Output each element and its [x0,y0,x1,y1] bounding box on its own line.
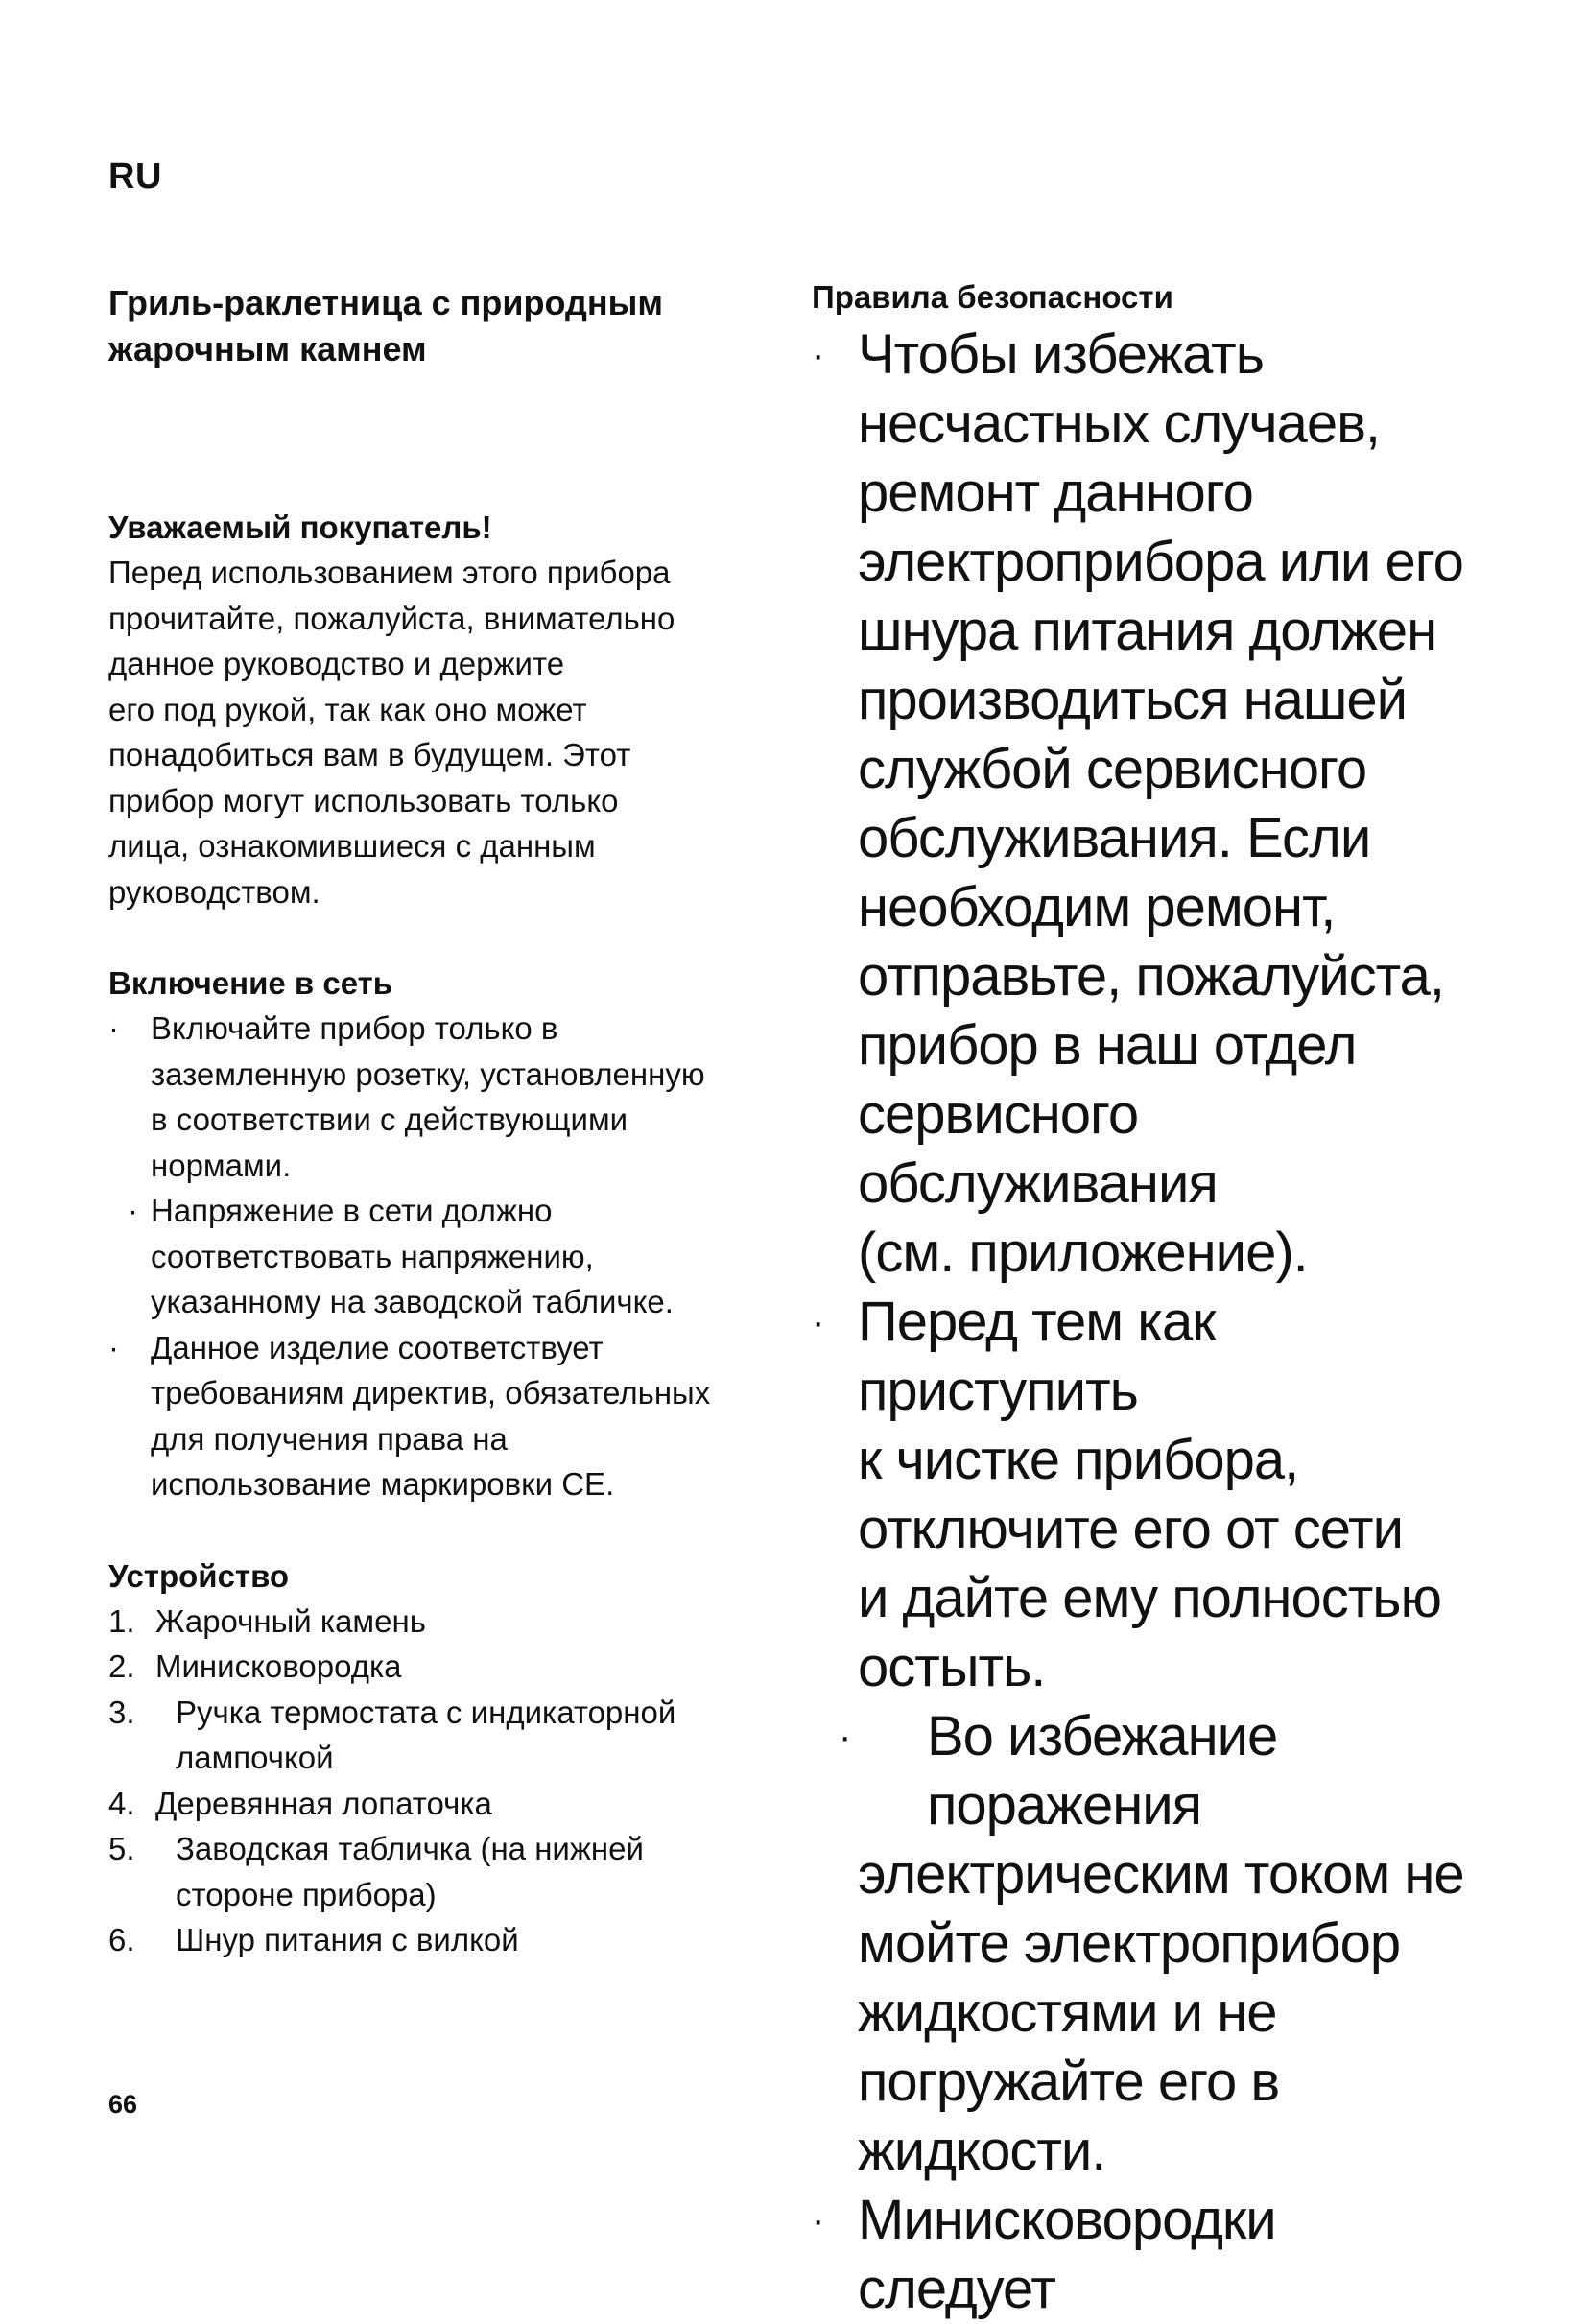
left-column [108,280,770,1963]
greeting-line: прибор могут использовать только [108,782,619,818]
item-line: соответствовать напряжению, [151,1238,594,1274]
list-item [812,1288,1483,1702]
item-line: Во избежание поражения [927,1705,1278,1837]
item-number: 4. [108,1785,135,1821]
list-item [812,1702,1483,2186]
title-line: жарочным камнем [108,329,427,368]
item-line: отключите его от сети [858,1498,1404,1560]
greeting-line: лица, ознакомившиеся с данным [108,828,596,864]
item-line: в соответствии с действующими [151,1102,628,1137]
language-code: RU [108,156,162,197]
item-line: погружайте его в [858,2051,1280,2113]
item-line: несчастных случаев, [858,392,1381,455]
item-line: стороне прибора) [176,1876,437,1912]
item-number: 5. [108,1831,135,1866]
document-title [108,280,770,372]
item-number: 3. [108,1694,135,1730]
item-line: Заводская табличка (на нижней [176,1831,644,1866]
item-line: жидкостями и не [858,1981,1277,2044]
bullet-icon: · [128,1193,138,1228]
item-line: Напряжение в сети должно [151,1193,553,1228]
item-line: электроприбора или его [858,531,1463,593]
greeting-line: прочитайте, пожалуйста, внимательно [108,600,675,636]
bullet-icon: · [839,1716,851,1758]
item-line: прибор в наш отдел [858,1014,1357,1077]
right-column [812,278,1483,2324]
item-line: службой сервисного [858,738,1367,800]
item-line: обслуживания. Если [858,807,1371,869]
item-line: шнура питания должен [858,600,1437,662]
power-section [108,960,770,1507]
device-list [108,1599,770,1963]
item-line: сервисного обслуживания [858,1083,1218,1215]
list-item [812,320,1483,1288]
list-item [108,1644,770,1690]
item-line: Деревянная лопаточка [155,1785,492,1821]
device-section [108,1553,770,1963]
bullet-icon: · [812,1301,824,1343]
list-item [108,1188,770,1325]
power-list [108,1006,770,1507]
item-line: Перед тем как приступить [858,1291,1216,1422]
list-item [812,2186,1483,2324]
greeting-line: Перед использованием этого прибора [108,555,671,590]
safety-list [812,320,1483,2324]
item-number: 1. [108,1602,135,1639]
title-line: Гриль-раклетница с природным [108,283,664,322]
list-item [108,1917,770,1963]
greeting-line: понадобиться вам в будущем. Этот [108,737,631,772]
list-item [108,1006,770,1188]
item-line: и дайте ему полностью [858,1567,1441,1629]
item-line: ремонт данного [858,462,1253,524]
item-line: остыть. [858,1636,1046,1698]
item-line: необходим ремонт, [858,876,1336,938]
item-line: лампочкой [176,1740,334,1775]
item-line: к чистке прибора, [858,1429,1299,1491]
bullet-icon: · [812,2199,824,2241]
item-line: Шнур питания с вилкой [176,1922,519,1957]
item-line: указанному на заводской табличке. [151,1284,674,1319]
list-item [108,1599,770,1645]
greeting-heading: Уважаемый покупатель! [108,510,492,545]
list-item [108,1690,770,1781]
item-line: заземленную розетку, установленную [151,1055,705,1092]
power-heading: Включение в сеть [108,965,393,1001]
item-line: нормами. [151,1147,292,1183]
item-line: электрическим током не [858,1843,1464,1906]
item-line: отправьте, пожалуйста, [858,945,1444,1008]
bullet-icon: · [812,334,824,376]
item-line: Данное изделие соответствует [151,1329,604,1365]
item-line: для получения права на [151,1420,508,1457]
item-number: 2. [108,1648,135,1684]
greeting-line: его под рукой, так как оно может [108,691,587,727]
list-item [108,1781,770,1827]
greeting-line: руководством. [108,873,320,910]
item-line: Жарочный камень [155,1602,426,1639]
greeting-section [108,505,770,914]
item-number: 6. [108,1922,135,1957]
item-line: требованиям директив, обязательных [151,1375,711,1411]
item-line: использование маркировки CE. [151,1466,615,1502]
device-heading: Устройство [108,1557,290,1594]
item-line: жидкости. [858,2120,1106,2182]
item-line: Включайте прибор только в [151,1010,558,1046]
item-line: (см. приложение). [858,1221,1308,1284]
item-line: Минисковородка [155,1648,402,1684]
greeting-line: данное руководство и держите [108,646,565,681]
list-item [108,1325,770,1507]
item-line: Ручка термостата с индикаторной [176,1694,676,1730]
list-item [108,1826,770,1917]
safety-heading: Правила безопасности [812,279,1173,315]
bullet-icon: · [108,1329,119,1365]
item-line: мойте электроприбор [858,1912,1401,1975]
item-line: Минисковородки следует [858,2189,1276,2320]
page-number: 66 [108,2090,138,2119]
bullet-icon: · [108,1010,119,1046]
item-line: производиться нашей [858,669,1408,731]
item-line: Чтобы избежать [858,323,1264,386]
